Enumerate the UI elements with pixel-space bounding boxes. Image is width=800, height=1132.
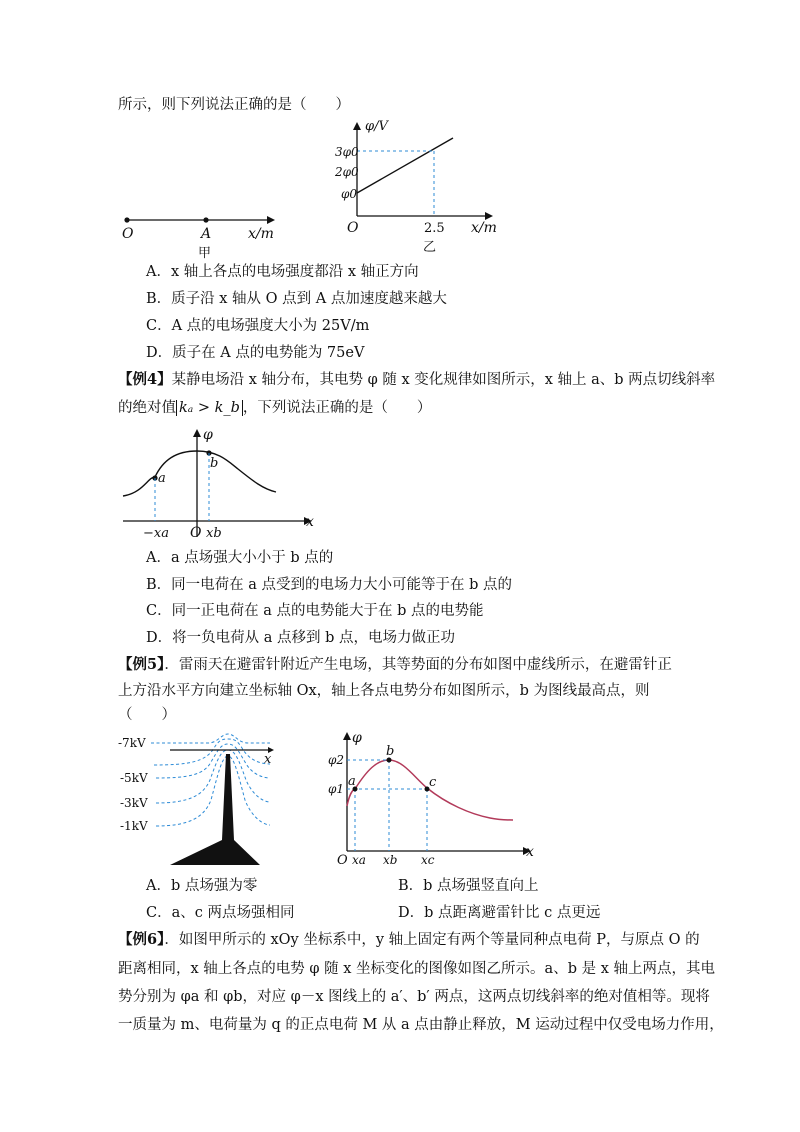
- ex4-point-b-label: b: [210, 456, 219, 471]
- jia-origin-label: O: [122, 226, 134, 242]
- ex4-xb-label: xb: [206, 526, 222, 541]
- figure-jia: [115, 205, 285, 260]
- ex5-point-c-label: c: [429, 775, 437, 790]
- ex4-origin-label: O: [190, 525, 202, 541]
- ex4-phi-axis-label: φ: [203, 427, 213, 443]
- ex5-equipotential-7kv: -7kV: [118, 736, 146, 750]
- ex4-text-line1: 某静电场沿 x 轴分布，其电势 φ 随 x 变化规律如图所示，x 轴上 a、b 两点切线斜率: [171, 372, 716, 388]
- ex5-phi-axis-label: φ: [352, 730, 362, 746]
- ex5-equipotential-1kv: -1kV: [120, 819, 148, 833]
- ex6-line2: 距离相同，x 轴上各点的电势 φ 随 x 坐标变化的图像如图乙所示。a、b 是 x 轴上两点，其电: [118, 961, 715, 977]
- ex5-line1: [118, 655, 672, 675]
- q3-option-b: B．质子沿 x 轴从 O 点到 A 点加速度越来越大: [146, 291, 447, 307]
- yi-tick-3phi0: 3φ0: [335, 145, 359, 159]
- ex4-text-line2a: 的绝对值: [118, 400, 176, 416]
- ex4-line1: [118, 370, 715, 390]
- yi-tick-2phi0: 2φ0: [335, 165, 359, 179]
- ex5-rod-x-label: x: [264, 752, 272, 767]
- ex4-xa-label: −xa: [143, 526, 169, 541]
- ex5-origin-label: O: [337, 853, 348, 868]
- question-intro: 所示，则下列说法正确的是（ ）: [118, 97, 350, 113]
- yi-x-axis-label: x/m: [471, 220, 497, 236]
- ex5-option-d: D．b 点距离避雷针比 c 点更远: [398, 905, 601, 921]
- ex5-option-c: C．a、c 两点场强相同: [146, 905, 295, 921]
- ex5-line2: 上方沿水平方向建立坐标轴 Ox，轴上各点电势分布如图所示，b 为图线最高点，则: [118, 683, 650, 699]
- ex5-point-b-label: b: [386, 744, 395, 759]
- ex6-line3: 势分别为 φa 和 φb，对应 φ－x 图线上的 a′、b′ 两点，这两点切线斜率的绝对值相等。现将: [118, 989, 710, 1005]
- yi-origin-label: O: [347, 220, 359, 236]
- jia-point-a-label: A: [201, 226, 212, 242]
- ex5-equipotential-3kv: -3kV: [120, 796, 148, 810]
- ex5-phi2-label: φ2: [328, 753, 345, 767]
- ex4-text-line2b: ，下列说法正确的是（ ）: [242, 400, 432, 416]
- ex6-line4: 一质量为 m、电荷量为 q 的正点电荷 M 从 a 点由静止释放，M 运动过程中仅受电场力作用，: [118, 1017, 724, 1033]
- ex6-text-line1: ．如图甲所示的 xOy 坐标系中，y 轴上固定有两个等量同种点电荷 P，与原点 O 的: [164, 932, 700, 948]
- ex4-option-c: C．同一正电荷在 a 点的电势能大于在 b 点的电势能: [146, 603, 484, 619]
- yi-caption: 乙: [423, 240, 437, 255]
- yi-y-axis-label: φ/V: [365, 119, 388, 134]
- q3-option-d: D．质子在 A 点的电势能为 75eV: [146, 345, 365, 361]
- ex5-phi1-label: φ1: [328, 782, 345, 796]
- ex5-xb-label: xb: [383, 853, 398, 867]
- ex4-option-d: D．将一负电荷从 a 点移到 b 点，电场力做正功: [146, 630, 455, 646]
- ex4-abs-expression: kₐ > k_b: [176, 400, 243, 416]
- ex4-line2: [118, 398, 431, 418]
- ex5-option-b: B．b 点场强竖直向上: [398, 878, 539, 894]
- ex4-label: 【例4】: [118, 371, 172, 388]
- ex4-option-b: B．同一电荷在 a 点受到的电场力大小可能等于在 b 点的: [146, 577, 513, 593]
- ex6-label: 【例6】: [118, 931, 165, 948]
- q3-option-c: C．A 点的电场强度大小为 25V/m: [146, 318, 370, 334]
- ex5-label: 【例5】: [118, 656, 165, 673]
- ex5-line3: （ ）: [118, 707, 176, 723]
- ex4-option-a: A．a 点场强大小小于 b 点的: [146, 550, 334, 566]
- ex5-text-line1: ．雷雨天在避雷针附近产生电场，其等势面的分布如图中虚线所示，在避雷针正: [164, 657, 672, 673]
- ex4-x-axis-label: x: [306, 514, 314, 530]
- yi-tick-phi0: φ0: [341, 187, 358, 201]
- ex4-graph: [118, 425, 318, 543]
- ex5-option-a: A．b 点场强为零: [146, 878, 258, 894]
- figure-yi: [335, 118, 505, 258]
- jia-caption: 甲: [198, 246, 212, 261]
- yi-tick-2-5: 2.5: [424, 221, 445, 236]
- ex6-line1: [118, 930, 700, 950]
- ex5-xc-label: xc: [421, 853, 435, 867]
- ex4-point-a-label: a: [158, 471, 166, 486]
- q3-option-a: A．x 轴上各点的电场强度都沿 x 轴正方向: [146, 264, 419, 280]
- ex5-potential-graph: [325, 730, 540, 868]
- jia-x-axis-label: x/m: [248, 226, 274, 242]
- ex5-equipotential-5kv: -5kV: [120, 771, 148, 785]
- ex5-lightning-rod-figure: [118, 730, 278, 870]
- ex5-x-axis-label: x: [526, 844, 534, 860]
- ex5-xa-label: xa: [352, 853, 366, 867]
- ex5-point-a-label: a: [348, 774, 356, 789]
